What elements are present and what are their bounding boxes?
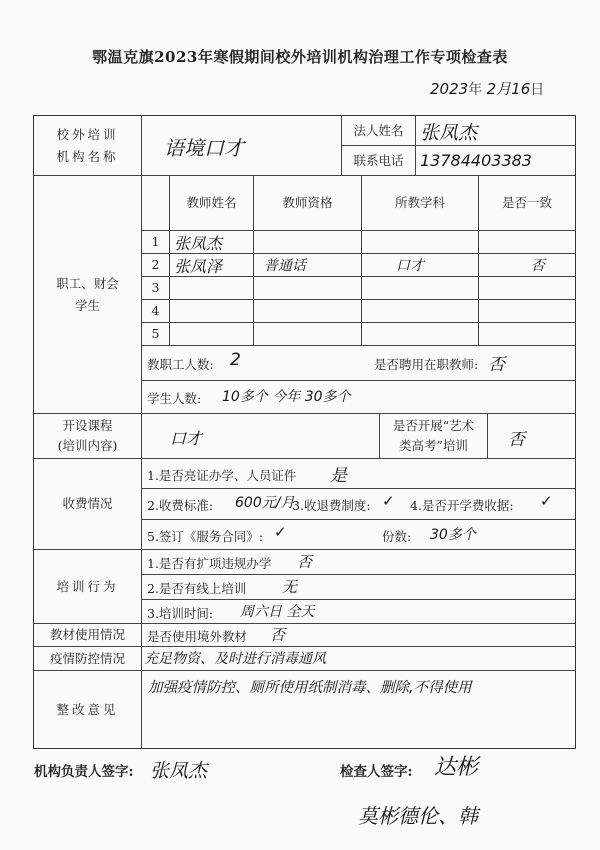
course-label bbox=[34, 414, 142, 459]
fees-refund-label: 3.收退费制度: bbox=[292, 498, 371, 513]
staff-section-label bbox=[34, 176, 142, 414]
staff-header-no bbox=[142, 176, 170, 231]
student-count-row bbox=[142, 381, 575, 414]
student-count-label: 学生人数: bbox=[147, 391, 202, 406]
behavior-time-label: 3.培训时间: bbox=[147, 606, 214, 621]
institution-label-line2: 机构名称 bbox=[56, 148, 119, 164]
fees-copies-value: 30多个 bbox=[430, 527, 476, 543]
behavior-label: 培训行为 bbox=[34, 550, 142, 624]
fees-contract-label: 5.签订《服务合同》: bbox=[147, 529, 264, 544]
fees-standard-label: 2.收费标准: bbox=[147, 498, 214, 513]
form-date bbox=[430, 78, 580, 99]
materials-value: 否 bbox=[270, 626, 286, 644]
fees-refund-value: ✓ bbox=[382, 492, 395, 510]
art-exam-cell bbox=[488, 414, 575, 459]
row-number: 2 bbox=[142, 254, 170, 277]
institution-name-value: 语境口才 bbox=[164, 136, 244, 160]
date-day-suffix: 日 bbox=[530, 82, 545, 98]
head-signature-label: 机构负责人签字: bbox=[34, 764, 134, 780]
header-consistent: 是否一致 bbox=[479, 176, 575, 231]
form-title: 鄂温克旗2023年寒假期间校外培训机构治理工作专项检查表 bbox=[92, 48, 508, 66]
phone-cell bbox=[416, 146, 575, 176]
art-exam-value: 否 bbox=[508, 430, 525, 450]
epidemic-cell bbox=[142, 647, 575, 671]
course-value-cell bbox=[142, 414, 380, 459]
fees-divider bbox=[142, 488, 575, 489]
teacher-qual: 普通话 bbox=[264, 258, 306, 274]
institution-label-line1: 校外培训 bbox=[56, 126, 119, 142]
materials-question: 是否使用境外教材 bbox=[147, 629, 248, 644]
teacher-subject-cell bbox=[362, 277, 479, 300]
fees-standard-value: 600元/月 bbox=[235, 495, 295, 511]
rectification-value: 加强疫情防控、厕所使用纸制消毒、删除,不得使用 bbox=[148, 680, 472, 696]
row-number: 1 bbox=[142, 231, 170, 254]
teacher-qual-cell bbox=[254, 231, 362, 254]
fees-receipt-label: 4.是否开学费收据: bbox=[410, 498, 514, 513]
teacher-name: 张凤泽 bbox=[174, 257, 223, 276]
course-label-line1: 开设课程 bbox=[62, 418, 113, 433]
institution-name-label bbox=[34, 116, 142, 176]
behavior-divider bbox=[142, 599, 575, 600]
teacher-subject-cell bbox=[362, 323, 479, 346]
fees-license-value: 是 bbox=[330, 466, 347, 486]
fees-divider bbox=[142, 519, 575, 520]
row-number: 5 bbox=[142, 323, 170, 346]
fees-cell bbox=[142, 459, 575, 550]
staff-count-label: 教职工人数: bbox=[147, 357, 214, 372]
teacher-match-cell bbox=[479, 277, 575, 300]
materials-label: 教材使用情况 bbox=[34, 624, 142, 647]
materials-cell bbox=[142, 624, 575, 647]
teacher-match-cell bbox=[479, 231, 575, 254]
behavior-expand-value: 否 bbox=[297, 553, 313, 571]
inspector-signature: 达彬 bbox=[434, 755, 479, 780]
teacher-subject-cell bbox=[362, 254, 479, 277]
legal-rep-cell bbox=[416, 116, 575, 146]
teacher-subject: 口才 bbox=[396, 258, 424, 274]
course-label-line2: (培训内容) bbox=[57, 438, 118, 453]
legal-rep-value: 张凤杰 bbox=[420, 122, 478, 144]
date-month-day: 2月16 bbox=[486, 80, 531, 98]
inspector-signature-2: 莫彬德伦、韩 bbox=[358, 804, 478, 828]
staff-label-line1: 职工、财会 bbox=[56, 275, 119, 291]
teacher-qual-cell bbox=[254, 254, 362, 277]
institution-name-cell bbox=[142, 116, 342, 176]
inspector-signature-label: 检查人签字: bbox=[340, 764, 413, 780]
behavior-online-value: 无 bbox=[282, 578, 298, 596]
date-year: 2023 bbox=[430, 80, 469, 98]
phone-value: 13784403383 bbox=[420, 151, 532, 170]
course-value: 口才 bbox=[170, 429, 203, 448]
teacher-match-cell bbox=[479, 323, 575, 346]
teacher-match: 否 bbox=[531, 258, 545, 274]
legal-rep-label: 法人姓名 bbox=[342, 116, 416, 146]
epidemic-label: 疫情防控情况 bbox=[34, 647, 142, 671]
inspection-table bbox=[33, 115, 576, 749]
teacher-name-cell bbox=[170, 277, 254, 300]
phone-label: 联系电话 bbox=[342, 146, 416, 176]
teacher-match-cell bbox=[479, 300, 575, 323]
teacher-name: 张凤杰 bbox=[174, 234, 223, 253]
rectification-cell bbox=[142, 671, 575, 748]
art-exam-label-line2: 类高考”培训 bbox=[399, 438, 468, 453]
hire-teacher-value: 否 bbox=[488, 355, 505, 375]
art-exam-label bbox=[380, 414, 488, 459]
behavior-expand-label: 1.是否有扩项违规办学 bbox=[147, 556, 272, 571]
fees-contract-value: ✓ bbox=[274, 523, 287, 541]
epidemic-value: 充足物资、及时进行消毒通风 bbox=[144, 651, 326, 667]
staff-label-line2: 学生 bbox=[74, 297, 100, 313]
hire-teacher-label: 是否聘用在职教师: bbox=[374, 357, 479, 372]
teacher-subject-cell bbox=[362, 300, 479, 323]
teacher-qual-cell bbox=[254, 277, 362, 300]
teacher-name-cell bbox=[170, 254, 254, 277]
fees-copies-label: 份数: bbox=[382, 529, 412, 544]
row-number: 4 bbox=[142, 300, 170, 323]
fees-license-label: 1.是否亮证办学、人员证件 bbox=[147, 468, 297, 483]
header-teacher-name: 教师姓名 bbox=[170, 176, 254, 231]
staff-count-row bbox=[142, 346, 575, 381]
student-count-value: 10多个 今年 30多个 bbox=[222, 389, 351, 405]
date-year-suffix: 年 bbox=[468, 82, 483, 98]
behavior-online-label: 2.是否有线上培训 bbox=[147, 581, 247, 596]
row-number: 3 bbox=[142, 277, 170, 300]
rectification-label: 整改意见 bbox=[34, 671, 142, 748]
behavior-time-value: 周六日 全天 bbox=[240, 604, 315, 620]
fees-label: 收费情况 bbox=[34, 459, 142, 550]
teacher-qual-cell bbox=[254, 300, 362, 323]
behavior-divider bbox=[142, 574, 575, 575]
teacher-match-cell bbox=[479, 254, 575, 277]
teacher-name-cell bbox=[170, 300, 254, 323]
header-subject: 所教学科 bbox=[362, 176, 479, 231]
art-exam-label-line1: 是否开展“艺术 bbox=[392, 418, 475, 433]
behavior-cell bbox=[142, 550, 575, 624]
teacher-qual-cell bbox=[254, 323, 362, 346]
head-signature: 张凤杰 bbox=[150, 760, 208, 782]
staff-count-value: 2 bbox=[230, 350, 241, 370]
header-teacher-qualification: 教师资格 bbox=[254, 176, 362, 231]
fees-receipt-value: ✓ bbox=[540, 492, 553, 510]
teacher-name-cell bbox=[170, 323, 254, 346]
teacher-name-cell bbox=[170, 231, 254, 254]
teacher-subject-cell bbox=[362, 231, 479, 254]
